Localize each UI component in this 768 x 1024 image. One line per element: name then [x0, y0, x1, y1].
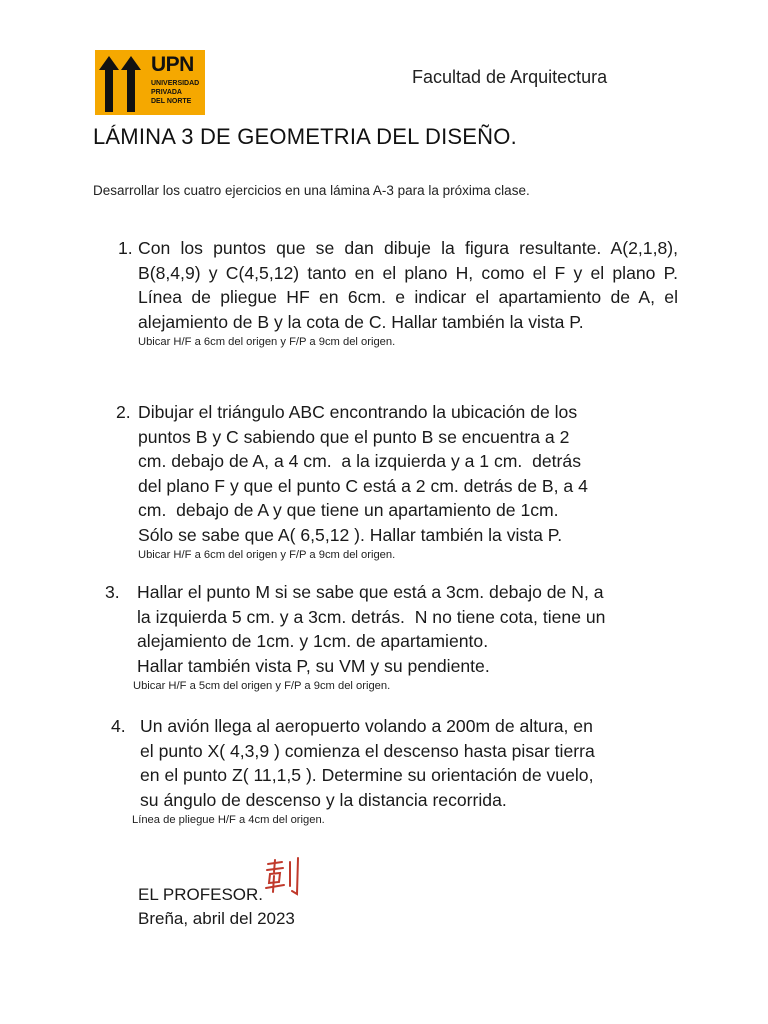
exercise-text: Hallar el punto M si se sabe que está a 3cm. debajo de N, a la izquierda 5 cm. y a 3cm. detrás. N no tiene cota, tiene un alejamiento de 1cm. y 1cm. de apartamiento. Hallar también vista P, su VM y su pendiente. — [137, 582, 606, 676]
exercise-note: Ubicar H/F a 6cm del origen y F/P a 9cm del origen. — [138, 549, 396, 561]
exercise-text: Dibujar el triángulo ABC encontrando la ubicación de los puntos B y C sabiendo que el punto B se encuentra a 2 cm. debajo de A, a 4 cm. a la izquierda y a 1 cm. detrás del plano F y que el punto C está a 2 cm. detrás de B, a 4 cm. debajo de A y que tiene un apartamiento de 1cm. Sólo se sabe que A( 6,5,12 ). Hallar también la vista P. — [138, 402, 588, 545]
document-title: LÁMINA 3 DE GEOMETRIA DEL DISEÑO. — [93, 124, 517, 149]
logo-subtitle: UNIVERSIDAD PRIVADA DEL NORTE — [151, 80, 200, 105]
signer-label: EL PROFESOR. — [138, 885, 264, 904]
exercise-number: 4. — [111, 716, 126, 736]
exercise-number: 2. — [116, 402, 131, 422]
exercise-3 — [105, 580, 697, 693]
exercise-number: 1. — [118, 238, 133, 258]
place-date: Breña, abril del 2023 — [138, 909, 295, 928]
exercise-number: 3. — [105, 582, 120, 602]
exercise-note: Ubicar H/F a 6cm del origen y F/P a 9cm del origen. — [138, 336, 396, 348]
exercise-2 — [116, 400, 683, 562]
faculty-name: Facultad de Arquitectura — [412, 67, 608, 87]
exercise-note: Ubicar H/F a 5cm del origen y F/P a 9cm del origen. — [133, 680, 391, 692]
upn-logo — [95, 50, 205, 115]
upn-arrows-icon — [95, 50, 151, 115]
exercise-4 — [111, 714, 685, 827]
instructions: Desarrollar los cuatro ejercicios en una lámina A-3 para la próxima clase. — [93, 183, 530, 198]
logo-text: UPN — [151, 53, 194, 76]
exercise-text: Un avión llega al aeropuerto volando a 200m de altura, en el punto X( 4,3,9 ) comienza el descenso hasta pisar tierra en el punto Z( 11,1,5 ). Determine su orientación de vuelo, su ángulo de descenso y la distancia recorrida. — [140, 716, 595, 810]
exercise-note: Línea de pliegue H/F a 4cm del origen. — [132, 814, 325, 826]
red-seal-icon — [260, 856, 310, 900]
exercise-text: Con los puntos que se dan dibuje la figura resultante. A(2,1,8), B(8,4,9) y C(4,5,12) tanto en el plano H, como el F y el plano P. Línea de pliegue HF en 6cm. e indicar el apartamiento de A, el alejamiento de B y la cota de C. Hallar también la vista P. — [138, 238, 678, 332]
exercise-1 — [118, 236, 678, 349]
